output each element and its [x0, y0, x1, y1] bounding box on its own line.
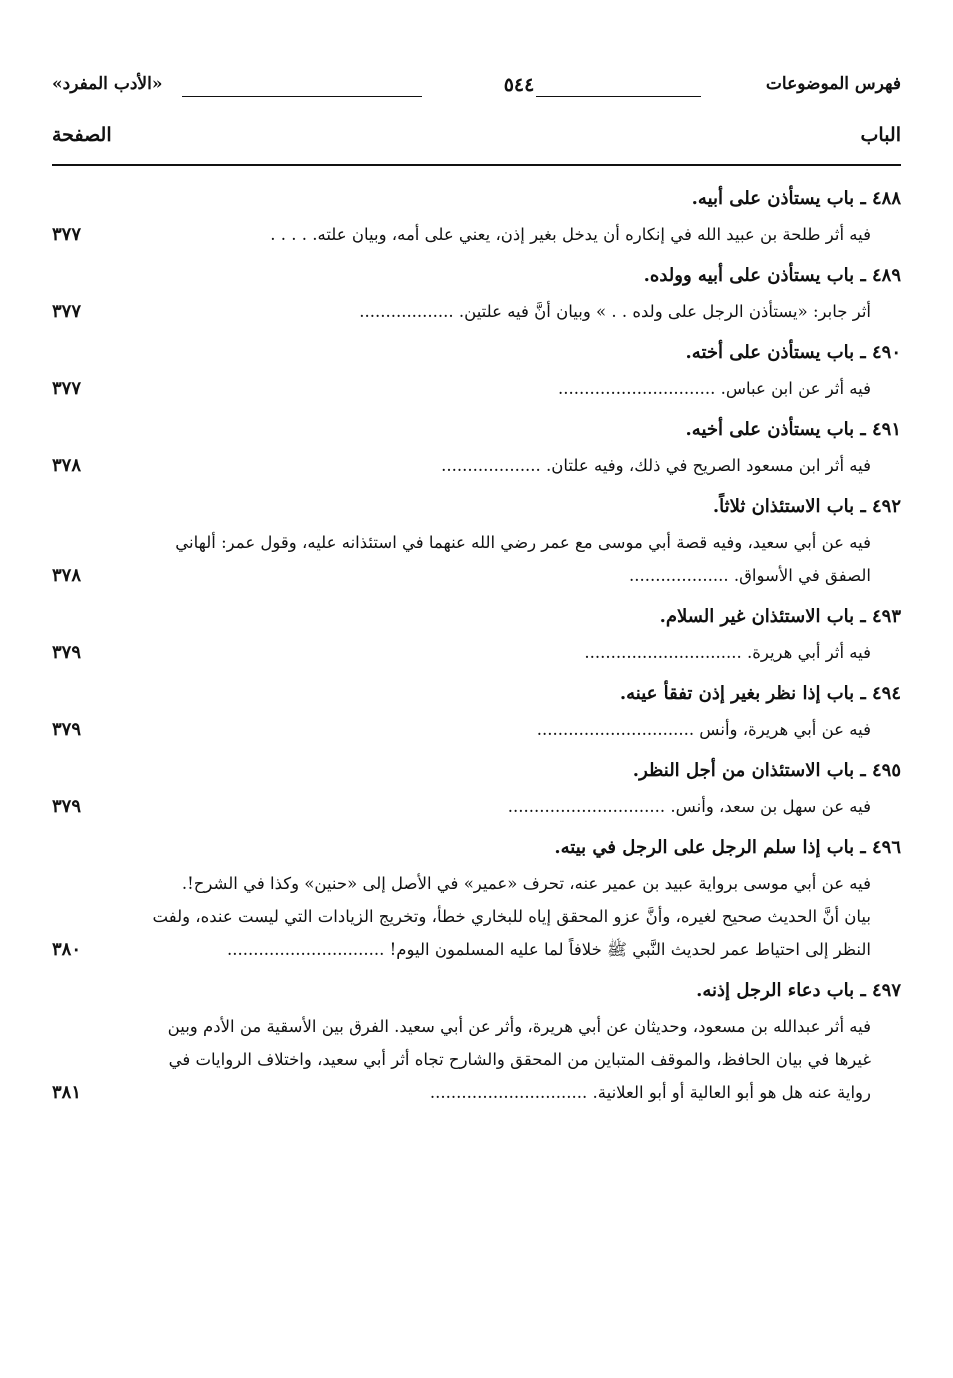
entry-description: فيه أثر طلحة بن عبيد الله في إنكاره أن يدخل بغير إذن، يعني على أمه، وبيان علته. . . . . [270, 225, 871, 244]
toc-entry [52, 752, 901, 823]
entry-page-number: ٣٧٩ [52, 719, 82, 740]
toc-entry [52, 488, 901, 592]
toc-entries [52, 180, 901, 1115]
entry-title: ٤٩٧ ـ باب دعاء الرجل إذنه. [696, 980, 901, 1001]
entry-description: أثر جابر: «يستأذن الرجل على ولده . . » وبيان أنَّ فيه علتين. .................. [359, 302, 871, 321]
toc-entry [52, 180, 901, 251]
entry-title: ٤٩٠ ـ باب يستأذن على أخته. [685, 342, 901, 363]
running-header [52, 74, 901, 104]
entry-description: فيه أثر ابن مسعود الصريح في ذلك، وفيه علتان. ................... [441, 456, 871, 475]
entry-title: ٤٩١ ـ باب يستأذن على أخيه. [685, 419, 901, 440]
entry-page-number: ٣٨٠ [52, 939, 82, 960]
entry-description: فيه عن أبي موسى برواية عبيد بن عمير عنه، تحرف «عمير» في الأصل إلى «حنين» وكذا في الشرح!. بيان أنَّ الحديث صحيح لغيره، وأنَّ عزو المحقق إياه للبخاري خطأ، وتخريج الزيادات التي ليست عنده، ولفت النظر إلى احتياط عمر لحديث النَّبي ﷺ خلافاً لما عليه المسلمون اليوم! .............................. [152, 874, 871, 959]
toc-entry [52, 598, 901, 669]
entry-title: ٤٩٢ ـ باب الاستئذان ثلاثاً. [712, 496, 901, 517]
entry-title: ٤٩٤ ـ باب إذا نظر بغير إذن تفقأ عينه. [619, 683, 901, 704]
entry-page-number: ٣٧٧ [52, 301, 82, 322]
header-divider [52, 164, 901, 166]
entry-title: ٤٩٣ ـ باب الاستئذان غير السلام. [659, 606, 901, 627]
entry-page-number: ٣٧٧ [52, 378, 82, 399]
entry-page-number: ٣٧٧ [52, 224, 82, 245]
entry-title: ٤٩٥ ـ باب الاستئذان من أجل النظر. [632, 760, 901, 781]
column-headers [52, 124, 901, 154]
toc-entry [52, 334, 901, 405]
toc-entry [52, 257, 901, 328]
entry-page-number: ٣٧٩ [52, 642, 82, 663]
entry-description: فيه أثر أبي هريرة. .............................. [584, 643, 871, 662]
page-column-header: الصفحة [52, 124, 112, 146]
entry-page-number: ٣٧٨ [52, 455, 82, 476]
page-number: ٥٤٤ [503, 74, 535, 96]
book-title: «الأدب المفرد» [52, 74, 163, 94]
chapter-column-header: الباب [860, 124, 901, 146]
entry-description: فيه عن سهل بن سعد، وأنس. .............................. [507, 797, 871, 816]
toc-entry [52, 675, 901, 746]
entry-page-number: ٣٨١ [52, 1082, 82, 1103]
entry-description: فيه أثر عن ابن عباس. .............................. [558, 379, 871, 398]
entry-title: ٤٨٩ ـ باب يستأذن على أبيه وولده. [643, 265, 901, 286]
entry-title: ٤٩٦ ـ باب إذا سلم الرجل على الرجل في بيته. [554, 837, 901, 858]
entry-description: فيه أثر عبدالله بن مسعود، وحديثان عن أبي هريرة، وأثر عن أبي سعيد. الفرق بين الأسقية من الأدم وبين غيرها في بيان الحافظ، والموقف المتباين من المحقق والشارح تجاه أثر أبي سعيد، واختلاف الروايات في رواية عنه هل هو أبو العالية أو أبو العلانية. .............................. [167, 1017, 871, 1102]
entry-page-number: ٣٧٨ [52, 565, 82, 586]
toc-entry [52, 972, 901, 1109]
section-title: فهرس الموضوعات [765, 74, 901, 94]
entry-description: فيه عن أبي سعيد، وفيه قصة أبي موسى مع عمر رضي الله عنهما في استئذانه عليه، وقول عمر: ألهاني الصفق في الأسواق. ................... [175, 533, 871, 585]
entry-description: فيه عن أبي هريرة، وأنس .............................. [536, 720, 871, 739]
toc-entry [52, 411, 901, 482]
entry-page-number: ٣٧٩ [52, 796, 82, 817]
entry-title: ٤٨٨ ـ باب يستأذن على أبيه. [691, 188, 901, 209]
header-rule-left [182, 96, 422, 97]
toc-entry [52, 829, 901, 966]
header-rule-right [536, 96, 701, 97]
